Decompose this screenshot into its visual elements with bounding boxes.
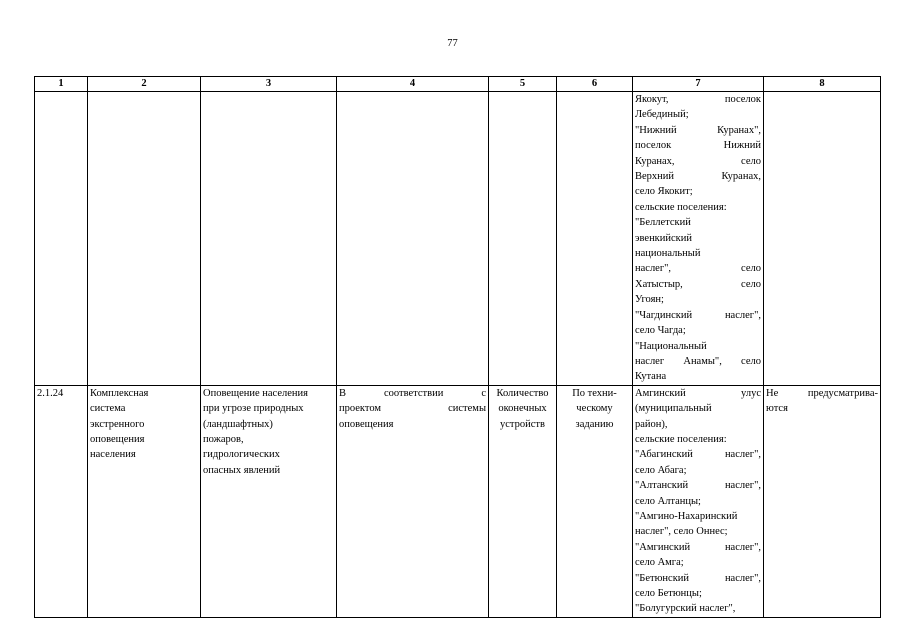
- text-line: [635, 261, 761, 276]
- text-line: "Беллетский: [635, 217, 691, 229]
- text-line: "Болугурский наслег",: [635, 603, 736, 615]
- text-line: [635, 386, 761, 401]
- text-line: Количество: [496, 387, 549, 399]
- text-line: [635, 138, 761, 153]
- cell-continued-col8: [764, 92, 881, 386]
- cell-continued-col1: [35, 92, 88, 386]
- word: Хатыстыр,: [635, 278, 683, 290]
- column-header-5: 5: [489, 77, 557, 92]
- text-line: "Амгино-Нахаринский: [635, 510, 738, 522]
- text-line: оповещения: [90, 433, 145, 445]
- word: наслег: [635, 355, 665, 367]
- word: поселок: [635, 140, 672, 152]
- text-line: ются: [766, 403, 788, 415]
- cell-2124-zones: [764, 385, 881, 617]
- text-line: населения: [90, 449, 136, 461]
- word: Нижний: [723, 140, 761, 152]
- table-row-continued: [35, 92, 881, 386]
- text-line: [339, 386, 486, 401]
- text-line: [635, 447, 761, 462]
- word: село: [741, 278, 761, 290]
- word: наслег",: [635, 263, 672, 275]
- word: село: [741, 263, 761, 275]
- text-line: район),: [635, 418, 668, 430]
- text-line: Угоян;: [635, 294, 664, 306]
- cell-2124-purpose: [201, 385, 337, 617]
- text-line: [635, 540, 761, 555]
- cell-2124-number: 2.1.24: [35, 385, 88, 617]
- word: Якокут,: [635, 94, 669, 105]
- word: проектом: [339, 403, 382, 415]
- text-line: [635, 571, 761, 586]
- text-line: Кутана: [635, 371, 667, 383]
- text-line: село Амга;: [635, 557, 684, 569]
- text-line: село Алтанцы;: [635, 495, 701, 507]
- document-table: [34, 76, 881, 618]
- cell-continued-col5: [489, 92, 557, 386]
- word: Куранах,: [721, 171, 761, 183]
- text-line: устройств: [500, 418, 545, 430]
- text-line: [635, 354, 761, 369]
- text-line: (ландшафтных): [203, 418, 273, 430]
- word: "Абагинский: [635, 449, 693, 461]
- text-line: национальный: [635, 248, 701, 260]
- table-row-2-1-24: [35, 385, 881, 617]
- text-line: Лебединый;: [635, 109, 689, 121]
- text-line: [635, 169, 761, 184]
- text-line: село Абага;: [635, 464, 687, 476]
- word: наслег",: [724, 309, 761, 321]
- column-header-2: 2: [88, 77, 201, 92]
- word: "Бетюнский: [635, 572, 690, 584]
- word: соответствии: [384, 387, 444, 399]
- text-line: оконечных: [498, 403, 547, 415]
- text-line: заданию: [575, 418, 614, 430]
- text-line: [339, 401, 486, 416]
- text-line: экстренного: [90, 418, 145, 430]
- column-header-6: 6: [557, 77, 633, 92]
- text-line: сельские поселения:: [635, 433, 727, 445]
- word: наслег",: [724, 449, 761, 461]
- text-line: [635, 154, 761, 169]
- word: Амгинский: [635, 387, 686, 399]
- text-line: наслег", село Оннес;: [635, 526, 728, 538]
- text-line: при угрозе природных: [203, 403, 304, 415]
- text-line: система: [90, 403, 126, 415]
- text-line: пожаров,: [203, 433, 244, 445]
- cell-2124-name: [88, 385, 201, 617]
- word: В: [339, 387, 347, 399]
- word: село: [741, 155, 761, 167]
- text-line: [635, 478, 761, 493]
- cell-continued-col4: [337, 92, 489, 386]
- text-line: ческому: [576, 403, 613, 415]
- text-line: село Якокит;: [635, 186, 693, 198]
- word: системы: [448, 403, 486, 415]
- cell-continued-col7: [633, 92, 764, 386]
- word: Куранах,: [635, 155, 675, 167]
- text-line: Комплексная: [90, 387, 149, 399]
- text-line: эвенкийский: [635, 232, 693, 244]
- word: "Чагдинский: [635, 309, 693, 321]
- cell-continued-col6: [557, 92, 633, 386]
- column-header-4: 4: [337, 77, 489, 92]
- word: "Амгинский: [635, 541, 691, 553]
- header-row: [35, 77, 881, 92]
- cell-2124-quantity: [489, 385, 557, 617]
- word: "Алтанский: [635, 480, 689, 492]
- text-line: сельские поселения:: [635, 201, 727, 213]
- text-line: По техни-: [572, 387, 617, 399]
- word: поселок: [724, 94, 761, 105]
- column-header-7: 7: [633, 77, 764, 92]
- text-line: опасных явлений: [203, 464, 281, 476]
- word: предусматрива-: [807, 387, 878, 399]
- column-header-3: 3: [201, 77, 337, 92]
- column-header-1: 1: [35, 77, 88, 92]
- text-line: "Национальный: [635, 340, 707, 352]
- text-line: село Чагда;: [635, 325, 686, 337]
- word: наслег",: [724, 572, 761, 584]
- text-line: [635, 92, 761, 107]
- text-line: оповещения: [339, 418, 394, 430]
- text-line: гидрологических: [203, 449, 280, 461]
- text-line: Оповещение населения: [203, 387, 308, 399]
- cell-continued-col3: [201, 92, 337, 386]
- cell-2124-spec: [557, 385, 633, 617]
- column-header-8: 8: [764, 77, 881, 92]
- word: "Нижний: [635, 124, 677, 136]
- text-line: (муниципальный: [635, 403, 712, 415]
- word: село: [741, 355, 761, 367]
- word: наслег",: [724, 541, 761, 553]
- cell-2124-location: [633, 385, 764, 617]
- word: Куранах",: [717, 124, 761, 136]
- cell-continued-col2: [88, 92, 201, 386]
- text-line: [635, 277, 761, 292]
- text-line: [635, 308, 761, 323]
- text-line: [766, 386, 878, 401]
- cell-2124-basis: [337, 385, 489, 617]
- text-line: [635, 123, 761, 138]
- word: с: [481, 387, 486, 399]
- word: Анамы",: [683, 355, 722, 367]
- word: наслег",: [724, 480, 761, 492]
- text-line: село Бетюнцы;: [635, 588, 702, 599]
- word: Не: [766, 387, 779, 399]
- word: Верхний: [635, 171, 675, 183]
- word: улус: [741, 387, 761, 399]
- page-number: 77: [447, 38, 458, 49]
